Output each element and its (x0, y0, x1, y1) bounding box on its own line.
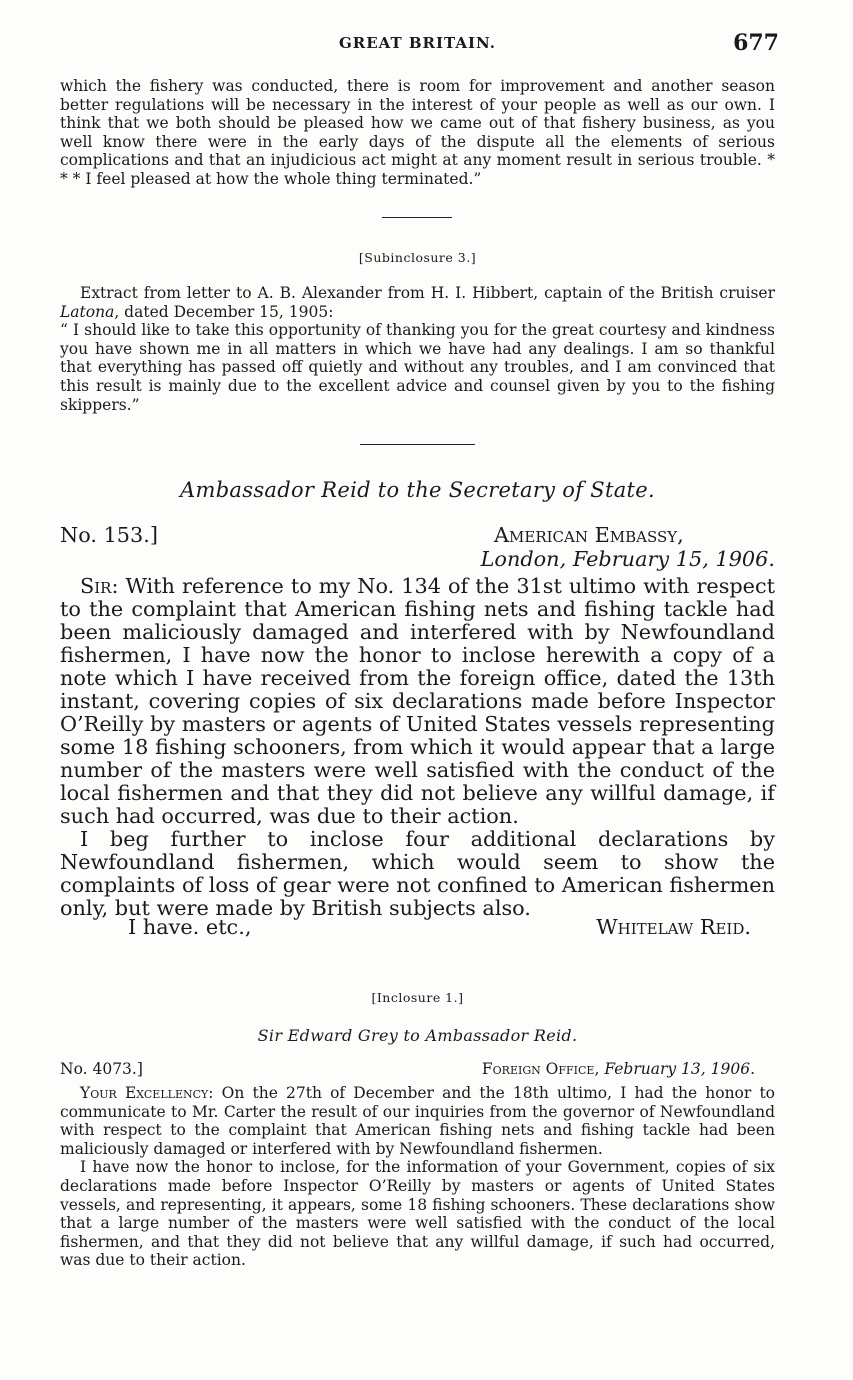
page-number: 677 (733, 30, 779, 56)
dispatch-place: American Embassy, (494, 523, 684, 547)
dispatch-city: London, (480, 547, 567, 571)
inclosure-number: No. 4073.] (60, 1060, 143, 1078)
subinclosure-body (60, 284, 775, 414)
inclosure-heading: Sir Edward Grey to Ambassador Reid. (257, 1026, 578, 1045)
inclosure-dateline (60, 1060, 775, 1079)
inclosure-paragraph: I have now the honor to inclose, for the information of your Government, copies of six declarations made before Inspector O’Reilly by masters or agents of United States vessels, and representing, it appears, some 18 fishing schooners. These declarations show that a large number of the masters were well satisfied with the conduct of the local fishermen, and that they did not believe that any willful damage, if such had occurred, was due to their action. (60, 1158, 775, 1270)
page-header (60, 30, 779, 56)
dispatch-city-date (60, 548, 775, 571)
section-divider (360, 444, 475, 445)
dispatch-paragraph: I beg further to inclose four additional declarations by Newfoundland fishermen, which would seem to show the complaints of loss of gear were not confined to American fishermen only, but were made by British subjects also. (60, 827, 775, 920)
section-divider (382, 217, 452, 218)
dispatch-body (60, 575, 775, 920)
inclosure-body (60, 1084, 775, 1270)
dispatch-dateline (60, 524, 775, 547)
inclosure-label: [Inclosure 1.] (371, 990, 464, 1005)
ship-name: Latona (60, 302, 115, 321)
signature: Whitelaw Reid. (596, 915, 751, 939)
dispatch-date: February 15, 1906. (572, 547, 775, 571)
salutation: Sir: (80, 574, 119, 598)
inclosure-office-date: Foreign Office, February 13, 1906. (481, 1060, 755, 1078)
continuation-paragraph: which the fishery was conducted, there is room for improvement and another season better regulations will be necessary in the interest of your people as well as our own. I think that we both should be pleased how we came out of that fishery business, as you well know there were in the early days of the dispute all the elements of serious complications and that an injudicious act might at any moment result in serious trouble. * * * I feel pleased at how the whole thing terminated.” (60, 77, 775, 188)
subinclosure-quote: “ I should like to take this opportunity of thanking you for the great courtesy and kindness you have shown me in all matters in which we have had any dealings. I am so thankful that everything has passed off quietly and without any troubles, and I am convinced that this result is mainly due to the excellent advice and counsel given by you to the fishing skippers.” (60, 321, 775, 414)
dispatch-heading: Ambassador Reid to the Secretary of State. (180, 478, 655, 502)
dispatch-number: No. 153.] (60, 523, 158, 547)
subinclosure-label: [Subinclosure 3.] (358, 250, 477, 265)
dispatch-closing-line (60, 916, 775, 939)
dispatch-paragraph: Sir: With reference to my No. 134 of the 31st ultimo with respect to the complaint that American fishing nets and fishing tackle had been maliciously damaged and interfered with by Newfoundland fishermen, I have now the honor to inclose herewith a copy of a note which I have received from the foreign office, dated the 13th instant, covering copies of six declarations made before Inspector O’Reilly by masters or agents of United States vessels representing some 18 fishing schooners, from which it would appear that a large number of the masters were well satisfied with the conduct of the local fishermen and that they did not believe any willful damage, if such had occurred, was due to their action. (60, 574, 775, 828)
closing: I have. etc., (128, 915, 252, 939)
subinclosure-intro: Extract from letter to A. B. Alexander from H. I. Hibbert, captain of the British cruiser Latona, dated December 15, 1905: (60, 284, 775, 321)
salutation: Your Excellency: (80, 1084, 214, 1102)
running-head: GREAT BRITAIN. (338, 34, 497, 52)
inclosure-paragraph: Your Excellency: On the 27th of December and the 18th ultimo, I had the honor to communicate to Mr. Carter the result of our inquiries from the governor of Newfoundland with respect to the complaint that American fishing nets and fishing tackle had been maliciously damaged or interfered with by Newfoundland fishermen. (60, 1084, 776, 1158)
